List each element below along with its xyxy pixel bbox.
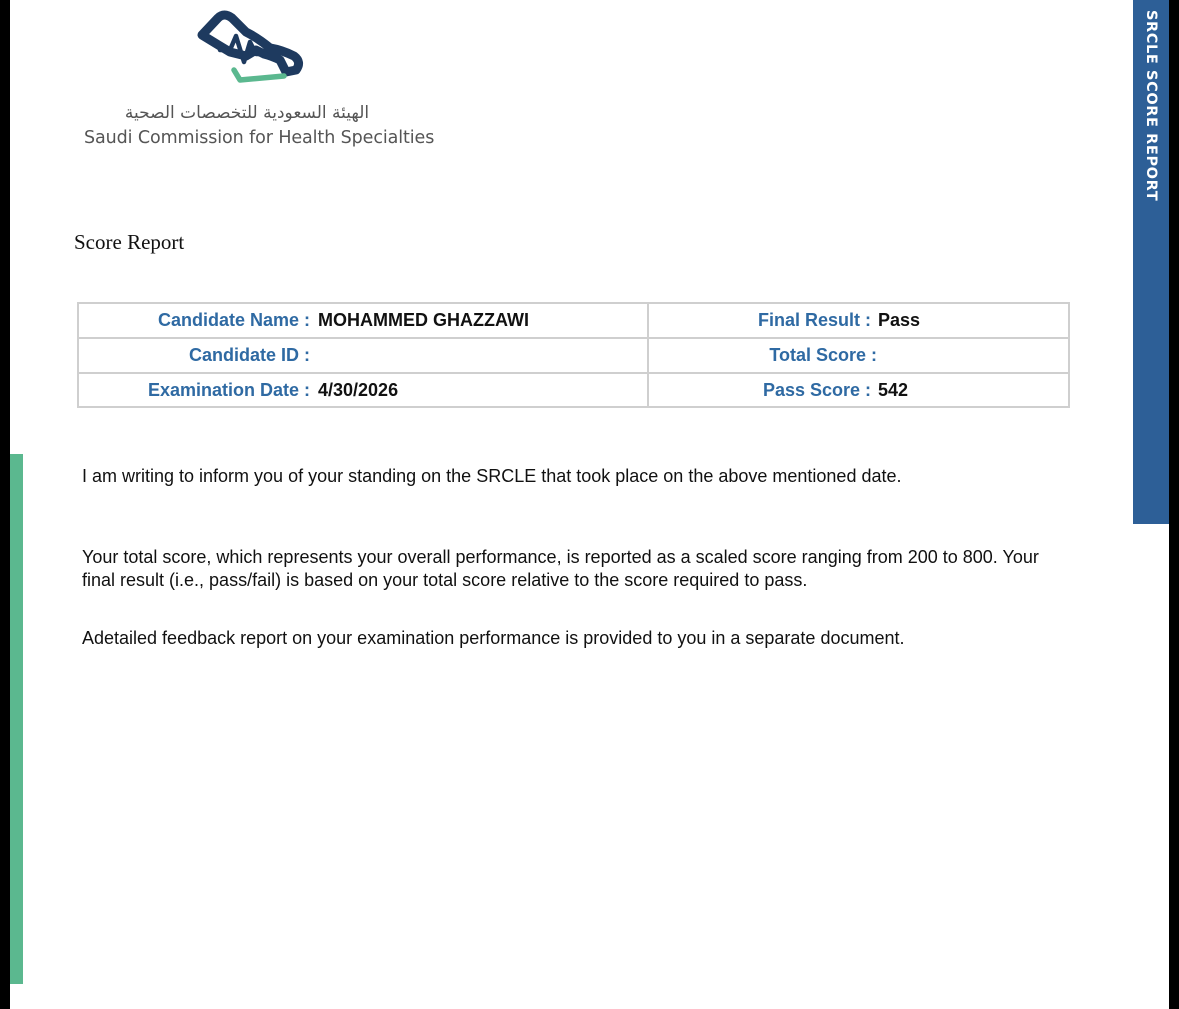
pass-score-label: Pass Score :: [762, 380, 871, 400]
side-band-title: SRCLE SCORE REPORT: [1143, 10, 1159, 202]
intro-paragraph: I am writing to inform you of your standing on the SRCLE that took place on the above mentioned date.: [82, 466, 902, 486]
final-result-label: Final Result :: [757, 310, 871, 330]
pass-score-value: 542: [878, 380, 909, 400]
green-accent-bar: [10, 454, 23, 984]
feedback-paragraph: Adetailed feedback report on your examination performance is provided to you in a separate document.: [82, 628, 905, 648]
report-title: Score Report: [74, 230, 185, 254]
final-result-value: Pass: [878, 310, 921, 330]
candidate-id-label: Candidate ID :: [188, 345, 310, 365]
org-name-arabic: الهيئة السعودية للتخصصات الصحية: [124, 103, 370, 123]
table-row: [79, 339, 1068, 374]
candidate-name-label: Candidate Name :: [157, 310, 310, 330]
exam-date-label: Examination Date :: [147, 380, 310, 400]
scfhs-logo-icon: [194, 10, 304, 90]
candidate-info-table: [77, 302, 1070, 408]
score-explanation-paragraph: Your total score, which represents your overall performance, is reported as a scaled score ranging from 200 to 800. Your final result (i.e., pass/fail) is based on your total score relative to the score required to pass.: [82, 547, 1039, 590]
table-row: [79, 304, 1068, 339]
candidate-name-value: MOHAMMED GHAZZAWI: [318, 310, 529, 330]
score-report-page: [10, 0, 1169, 1009]
org-name-english: Saudi Commission for Health Specialties: [84, 128, 435, 148]
total-score-label: Total Score :: [769, 345, 877, 365]
table-row: [79, 374, 1068, 409]
exam-date-value: 4/30/2026: [318, 380, 399, 400]
